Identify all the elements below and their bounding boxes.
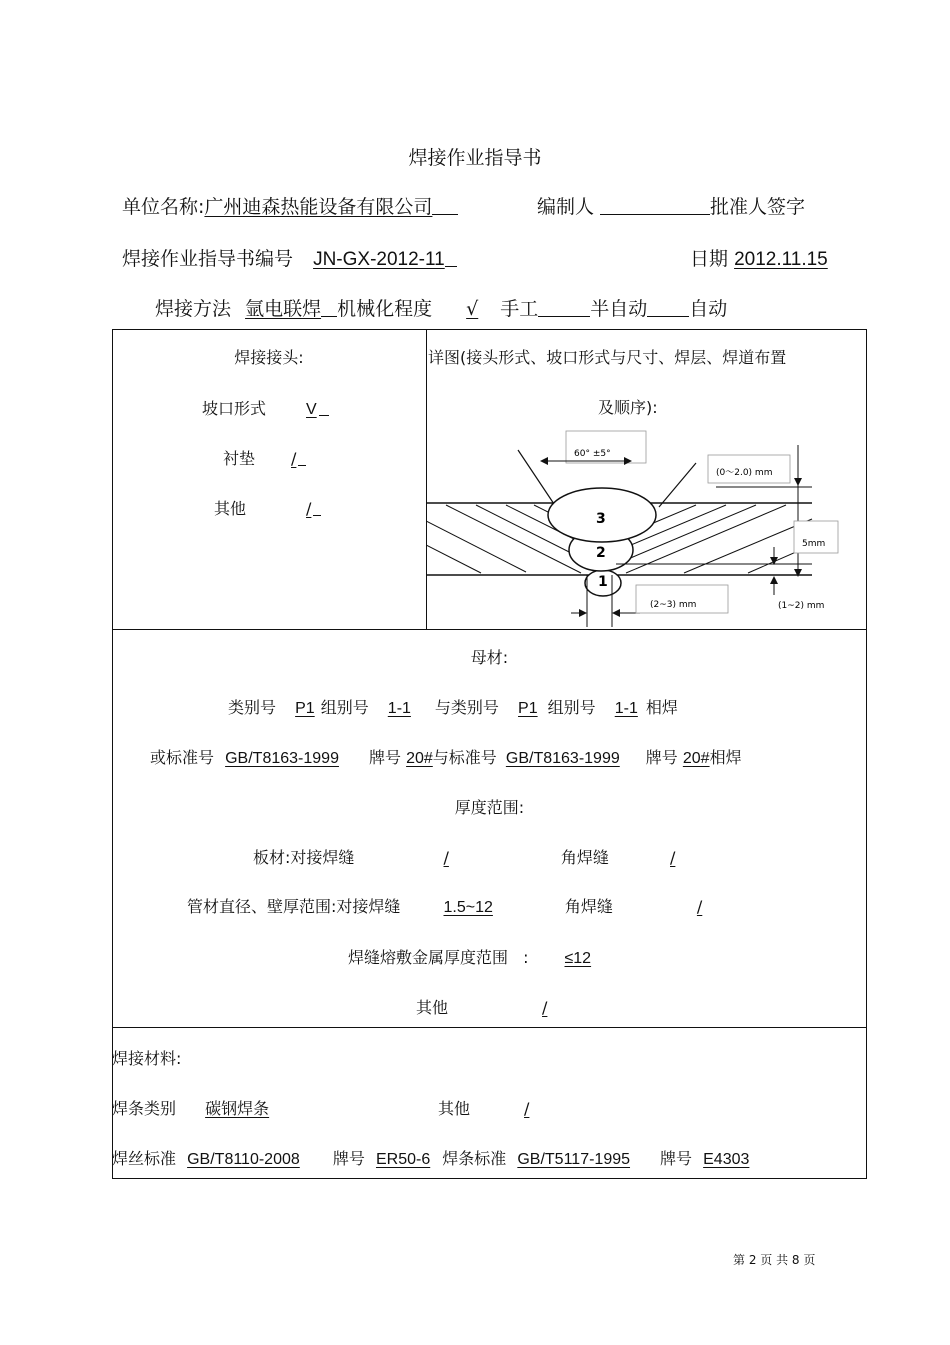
- mech-check: √: [466, 298, 479, 320]
- class-label: 类别号: [228, 698, 277, 717]
- plate-label: 板材:对接焊缝: [253, 848, 355, 867]
- pipe-fillet-value: /: [696, 897, 703, 916]
- semi-field[interactable]: [647, 296, 689, 317]
- standard-row: [150, 745, 742, 768]
- pass-2-label: 2: [596, 545, 606, 561]
- groove-row: [202, 395, 329, 419]
- joint-other-value: /: [306, 499, 312, 518]
- doc-no-row: [122, 244, 457, 271]
- method-row: [155, 294, 727, 321]
- table-divider-1: [112, 629, 867, 630]
- unit-label: 单位名称:: [122, 196, 205, 218]
- base-other-label: 其他: [416, 998, 449, 1017]
- groove-right-side: [659, 463, 696, 507]
- detail-heading-line1: 详图(接头形式、坡口形式与尺寸、焊层、焊道布置: [428, 348, 787, 367]
- with-grade-label: 牌号: [645, 748, 678, 767]
- manual-label: 手工: [500, 298, 539, 320]
- detail-heading-line2: 及顺序):: [598, 398, 658, 417]
- root-face-label: (1~2) mm: [778, 601, 825, 611]
- rod-type-label: 焊条类别: [112, 1099, 177, 1118]
- plate-butt-value: /: [443, 848, 449, 867]
- doc-no-blank: [445, 246, 457, 267]
- group-value: 1-1: [387, 700, 411, 717]
- base-other-value: /: [542, 998, 548, 1017]
- rod-std-label: 焊条标准: [442, 1149, 507, 1168]
- unit-row: [122, 192, 458, 219]
- pass-3-label: 3: [596, 511, 606, 527]
- auto-label: 自动: [689, 298, 728, 320]
- manual-field[interactable]: [538, 296, 590, 317]
- grade-label: 牌号: [368, 748, 401, 767]
- unit-value: 广州迪森热能设备有限公司: [204, 196, 433, 218]
- backing-blank: [298, 445, 306, 466]
- groove-value: V: [306, 401, 317, 418]
- gap-top-label: (0～2.0) mm: [716, 468, 773, 478]
- unit-blank: [432, 194, 458, 215]
- rod-type-value: 碳钢焊条: [205, 1099, 270, 1118]
- editor-row: [537, 192, 805, 219]
- groove-left-side: [518, 450, 556, 507]
- pipe-butt-value: 1.5~12: [443, 899, 493, 916]
- deposit-value: ≤12: [564, 950, 592, 967]
- materials-other-row: [438, 1096, 533, 1119]
- date-row: [690, 244, 828, 271]
- base-metal-heading: 母材:: [470, 648, 509, 667]
- semi-label: 半自动: [590, 298, 648, 320]
- date-value: 2012.11.15: [734, 249, 828, 270]
- weld-suffix: 相焊: [645, 698, 678, 717]
- method-blank: [321, 296, 337, 317]
- materials-heading: 焊接材料:: [112, 1049, 182, 1068]
- mech-label: 机械化程度: [337, 298, 433, 320]
- group-label: 组别号: [320, 698, 369, 717]
- joint-heading: 焊接接头:: [234, 348, 304, 367]
- backing-label: 衬垫: [223, 449, 256, 468]
- pass-1-label: 1: [598, 574, 608, 590]
- deposit-row: [348, 945, 593, 968]
- root-gap-label: (2~3) mm: [650, 600, 697, 610]
- deposit-label: 焊缝熔敷金属厚度范围: [348, 948, 509, 967]
- std-value: GB/T8163-1999: [225, 750, 339, 767]
- plate-fillet-value: /: [670, 848, 676, 867]
- pipe-fillet-label: 角焊缝: [564, 897, 613, 916]
- angle-label: 60° ±5°: [574, 449, 611, 459]
- rod-type-row: [112, 1096, 331, 1119]
- wire-row: [112, 1146, 757, 1169]
- joint-other-label: 其他: [214, 499, 247, 518]
- joint-other-row: [214, 495, 321, 519]
- thickness-label: 5mm: [802, 539, 826, 549]
- with-std-label: 与标准号: [432, 748, 497, 767]
- wire-std-label: 焊丝标准: [112, 1149, 177, 1168]
- base-other-row: [416, 995, 551, 1018]
- pipe-row: [187, 894, 706, 917]
- grade-value: 20#: [406, 750, 433, 767]
- with-group-value: 1-1: [614, 700, 638, 717]
- method-label: 焊接方法: [155, 298, 232, 320]
- with-grade-value: 20#: [682, 750, 710, 767]
- method-value: 氩电联焊: [245, 298, 322, 320]
- editor-field[interactable]: [600, 194, 710, 215]
- groove-blank: [319, 395, 329, 416]
- table-divider-2: [112, 1027, 867, 1028]
- materials-other-value: /: [524, 1099, 530, 1118]
- plate-row: [253, 845, 681, 868]
- page-number: 第 2 页 共 8 页: [733, 1253, 816, 1267]
- class-value: P1: [295, 700, 315, 717]
- weld-joint-diagram: [426, 425, 867, 629]
- date-label: 日期: [690, 248, 729, 270]
- with-std-value: GB/T8163-1999: [505, 750, 620, 767]
- groove-label: 坡口形式: [202, 399, 267, 418]
- wire-grade-value: ER50-6: [375, 1151, 431, 1168]
- plate-fillet-label: 角焊缝: [560, 848, 609, 867]
- pipe-label: 管材直径、壁厚范围:对接焊缝: [187, 897, 401, 916]
- editor-label: 编制人: [537, 196, 595, 218]
- rod-std-value: GB/T5117-1995: [517, 1151, 631, 1168]
- class-row: [228, 695, 678, 718]
- joint-other-blank: [313, 495, 321, 516]
- rod-grade-value: E4303: [703, 1151, 750, 1168]
- approver-label: 批准人签字: [710, 196, 806, 218]
- doc-no-label: 焊接作业指导书编号: [122, 248, 294, 270]
- with-class-value: P1: [518, 700, 538, 717]
- std-label: 或标准号: [150, 748, 215, 767]
- thickness-heading: 厚度范围:: [454, 798, 525, 817]
- rod-grade-label: 牌号: [660, 1149, 693, 1168]
- wire-std-value: GB/T8110-2008: [187, 1151, 300, 1168]
- weld-suffix-2: 相焊: [709, 748, 742, 767]
- wire-grade-label: 牌号: [332, 1149, 365, 1168]
- materials-other-label: 其他: [438, 1099, 471, 1118]
- doc-no-value: JN-GX-2012-11: [313, 249, 445, 270]
- backing-value: /: [291, 449, 297, 468]
- with-group-label: 组别号: [547, 698, 596, 717]
- page-title: 焊接作业指导书: [408, 147, 542, 169]
- backing-row: [223, 445, 306, 469]
- with-class-label: 与类别号: [434, 698, 499, 717]
- deposit-colon: :: [523, 948, 529, 967]
